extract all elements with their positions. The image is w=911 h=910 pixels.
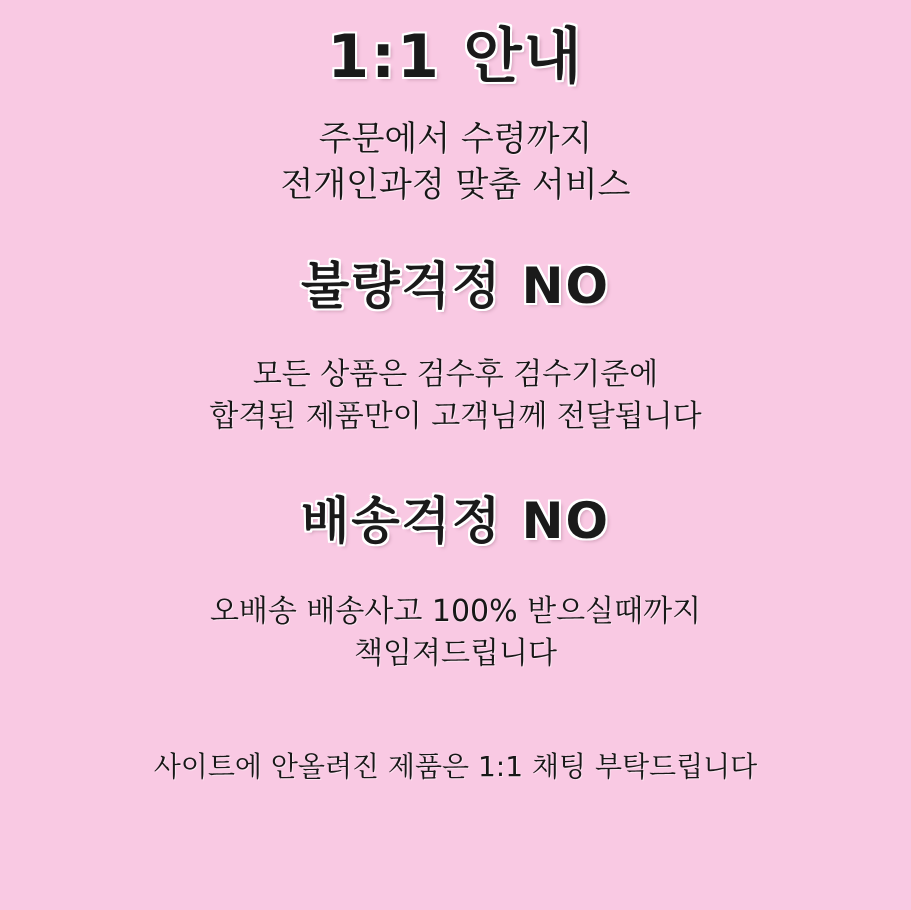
section-two-body-line-1: 오배송 배송사고 100% 받으실때까지	[209, 593, 702, 629]
section-two-heading: 배송걱정 NO	[301, 491, 610, 550]
footer-note: 사이트에 안올려진 제품은 1:1 채팅 부탁드립니다	[153, 749, 758, 783]
subtitle-line-2: 전개인과정 맞춤 서비스	[280, 164, 631, 205]
section-one-heading: 불량걱정 NO	[301, 256, 610, 315]
section-one-body-line-1: 모든 상품은 검수후 검수기준에	[252, 356, 659, 392]
section-one-body	[209, 354, 701, 438]
section-two-body	[210, 591, 701, 675]
page-title: 1:1 안내	[327, 22, 584, 92]
subtitle-line-1: 주문에서 수령까지	[318, 119, 593, 159]
section-two-body-line-2: 책임져드립니다	[354, 635, 557, 671]
section-one-body-line-2: 합격된 제품만이 고객님께 전달됩니다	[209, 398, 702, 434]
subtitle-block	[280, 117, 630, 209]
